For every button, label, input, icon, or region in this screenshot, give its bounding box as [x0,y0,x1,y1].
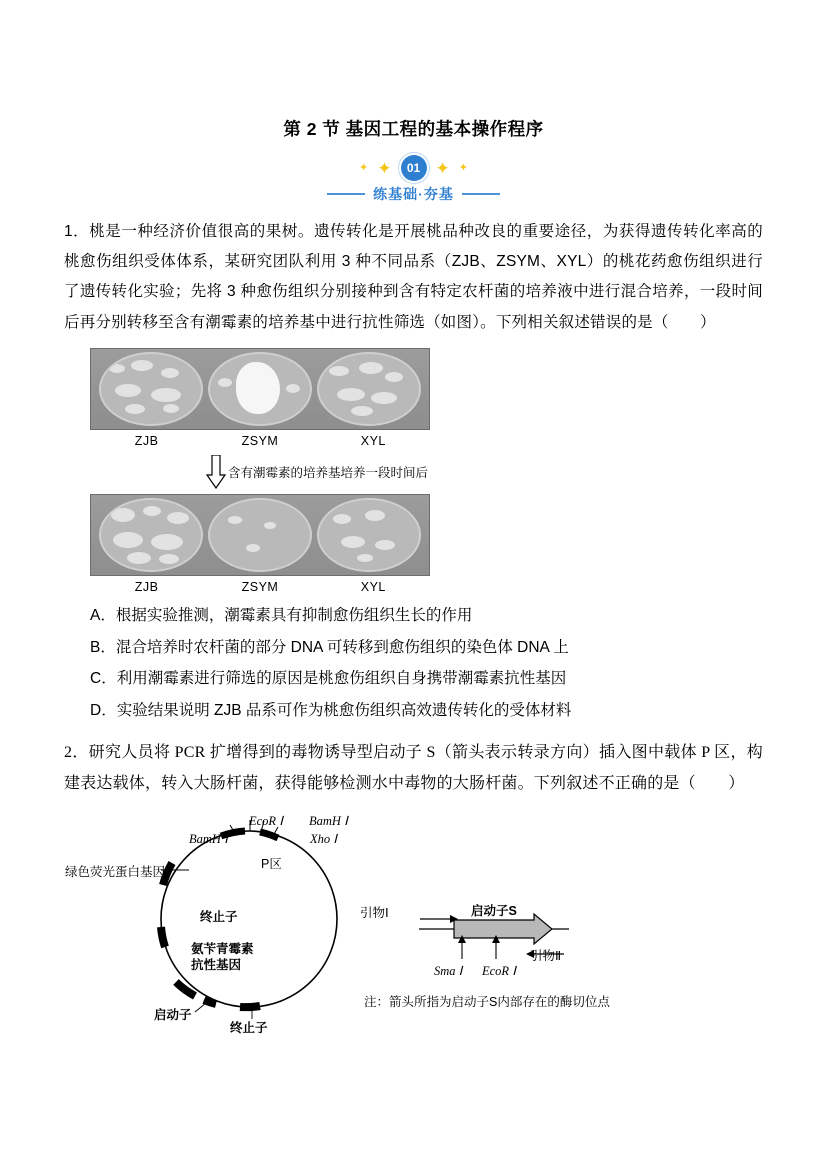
question-2-stem [64,737,763,799]
question-1-stem [64,217,763,338]
plasmid-p-region-label: P区 [261,857,282,872]
badge-top-row [64,155,763,181]
down-arrow-icon [206,455,226,489]
option-d: D．实验结果说明 ZJB 品系可作为桃愈伤组织高效遗传转化的受体材料 [90,702,572,720]
question-1 [64,217,763,727]
plate-label: XYL [360,579,386,594]
plate-label: ZSYM [241,579,279,594]
plate-zjb-top [99,352,203,426]
site-label-smai: Sma Ⅰ [434,964,463,979]
badge-bottom-row [64,187,763,201]
arrow-caption: 含有潮霉素的培养基培养一段时间后 [228,465,429,480]
plate-strip-top [90,348,430,430]
badge-label: 练基础·夯基 [373,186,454,202]
star-icon: ✦ [377,158,392,178]
question-2 [64,737,763,1037]
enzyme-label-ecori: EcoR Ⅰ [249,814,283,829]
promoter-s-label: 启动子S [471,904,517,919]
question-2-text: 研究人员将 PCR 扩增得到的毒物诱导型启动子 S（箭头表示转录方向）插入图中载体 P 区，构建表达载体，转入大肠杆菌，获得能够检测水中毒物的大肠杆菌。下列叙述不正确的是（ ） [64,743,763,793]
star-icon: ✦ [458,161,468,174]
section-badge [64,155,763,201]
terminator-label-upper: 终止子 [200,910,238,925]
plate-label: ZJB [134,433,159,448]
primer-1-label: 引物Ⅰ [360,906,389,921]
question-1-number: 1． [64,223,90,240]
terminator-label-lower: 终止子 [230,1021,268,1036]
enzyme-label-xhoi: Xho Ⅰ [310,832,337,847]
plate-zsym-top [208,352,312,426]
option-a: A．根据实验推测，潮霉素具有抑制愈伤组织生长的作用 [90,606,473,624]
plate-strip-bottom [90,494,430,576]
ampicillin-resistance-gene-label: 氨苄青霉素抗性基因 [191,942,254,972]
plate-label: ZSYM [241,433,279,448]
plate-xyl-bottom [317,498,421,572]
figure-culture-plates [90,348,460,594]
badge-rule-right [462,193,500,195]
star-icon: ✦ [359,161,369,174]
site-label-ecori: EcoR Ⅰ [482,964,516,979]
question-1-options [64,600,763,727]
gfp-gene-label: 绿色荧光蛋白基因 [65,865,166,880]
question-1-text: 桃是一种经济价值很高的果树。遗传转化是开展桃品种改良的重要途径，为获得遗传转化率高的桃愈伤组织受体体系，某研究团队利用 3 种不同品系（ZJB、ZSYM、XYL）的桃花药愈伤组织进行了遗传转化实验；先将 3 种愈伤组织分别接种到含有特定农杆菌的培养液中进行混合培养，一段时间后再分别转移至含有潮霉素的培养基中进行抗性筛选（如图）。下列相关叙述错误的是（ ） [64,223,763,331]
star-icon: ✦ [435,158,450,178]
enzyme-label-bamhi-right: BamH Ⅰ [309,814,348,829]
option-c: C．利用潮霉素进行筛选的原因是桃愈伤组织自身携带潮霉素抗性基因 [90,670,567,688]
plate-xyl-top [317,352,421,426]
question-2-number: 2． [64,743,89,761]
plate-zsym-bottom [208,498,312,572]
plate-zjb-bottom [99,498,203,572]
figure-note: 注：箭头所指为启动子S内部存在的酶切位点 [364,995,610,1010]
primer-2-label: 引物Ⅱ [530,949,562,964]
figure-arrow-row [206,455,460,489]
badge-number: 01 [401,155,427,181]
badge-rule-left [327,193,365,195]
option-b: B．混合培养时农杆菌的部分 DNA 可转移到愈伤组织的染色体 DNA 上 [90,638,569,656]
plate-label: ZJB [134,579,159,594]
plate-label: XYL [360,433,386,448]
plate-labels-bottom [90,580,430,594]
figure-plasmid-map [64,807,763,1037]
plate-labels-top [90,434,430,448]
promoter-label: 启动子 [154,1008,192,1023]
page-title: 第 2 节 基因工程的基本操作程序 [283,119,544,139]
enzyme-label-bamhi-left: BamH Ⅰ [189,832,228,847]
